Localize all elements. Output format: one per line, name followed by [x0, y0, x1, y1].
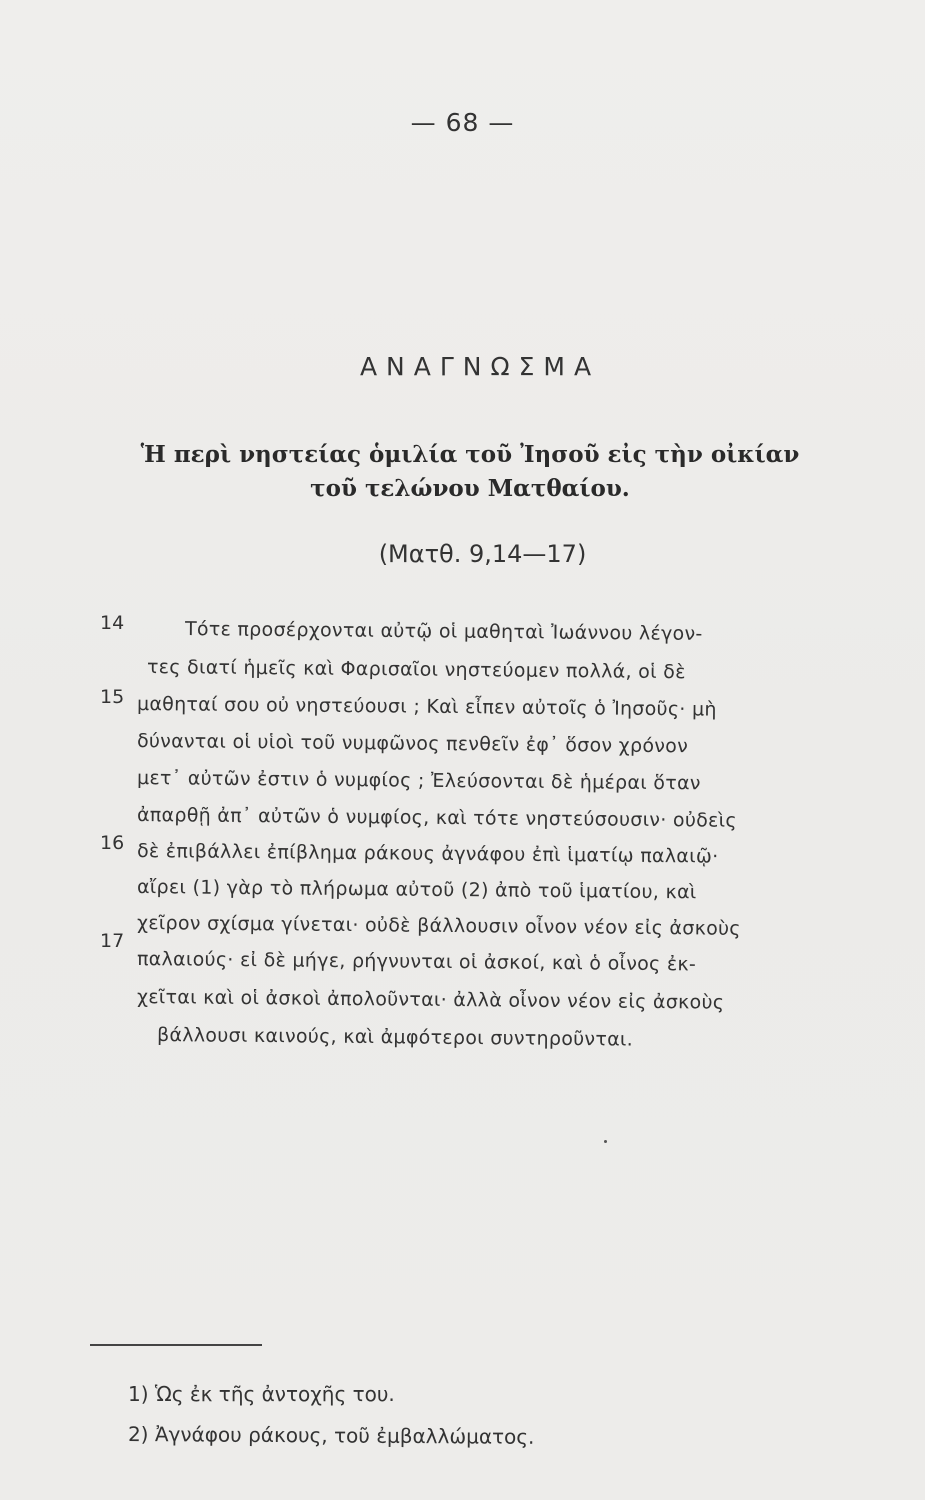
verse-number-17: 17 [100, 930, 125, 952]
text-line: χεῖται καὶ οἱ ἀσκοὶ ἀπολοῦνται· ἀλλὰ οἶνον νέον εἰς ἀσκοὺς [136, 986, 725, 1014]
section-heading: ΑΝΑΓΝΩΣΜΑ [359, 352, 601, 381]
text-line: δύνανται οἱ υἱοὶ τοῦ νυμφῶνος πενθεῖν ἐφ᾿ ὅσον χρόνον [136, 730, 689, 758]
verse-number-15: 15 [100, 686, 125, 708]
text-line: Τότε προσέρχονται αὐτῷ οἱ μαθηταὶ Ἰωάννου λέγον- [184, 618, 703, 645]
text-line: αἴρει (1) γὰρ τὸ πλήρωμα αὐτοῦ (2) ἀπὸ τοῦ ἱματίου, καὶ [136, 876, 697, 904]
text-line: χεῖρον σχίσμα γίνεται· οὐδὲ βάλλουσιν οἶνον νέον εἰς ἀσκοὺς [136, 912, 741, 940]
verse-number-14: 14 [100, 612, 125, 634]
footnote-2: 2) Ἀγνάφου ράκους, τοῦ ἐμβαλλώματος. [127, 1422, 535, 1449]
scripture-reference: (Ματθ. 9,14—17) [378, 540, 587, 568]
verse-number-16: 16 [100, 832, 125, 854]
text-line: τες διατί ἡμεῖς καὶ Φαρισαῖοι νηστεύομεν πολλά, οἱ δὲ [146, 656, 686, 684]
text-line: δὲ ἐπιβάλλει ἐπίβλημα ράκους ἀγνάφου ἐπὶ ἱματίῳ παλαιῷ· [136, 840, 719, 868]
subtitle-line-2: τοῦ τελώνου Ματθαίου. [310, 475, 630, 502]
text-line: παλαιούς· εἰ δὲ μήγε, ρήγνυνται οἱ ἀσκοί, καὶ ὁ οἶνος ἐκ- [136, 948, 697, 976]
subtitle-line-1: Ἡ περὶ νηστείας ὁμιλία τοῦ Ἰησοῦ εἰς τὴν οἰκίαν [140, 441, 800, 468]
text-line: ἀπαρθῇ ἀπ᾿ αὐτῶν ὁ νυμφίος, καὶ τότε νηστεύσουσιν· οὐδεὶς [136, 804, 737, 832]
footnote-1: 1) Ὡς ἐκ τῆς ἀντοχῆς του. [128, 1382, 395, 1406]
footnote-divider [90, 1344, 262, 1346]
text-line: μαθηταί σου οὐ νηστεύουσι ; Καὶ εἶπεν αὐτοῖς ὁ Ἰησοῦς· μὴ [136, 693, 717, 721]
page-number: — 68 — [410, 108, 515, 137]
text-line: βάλλουσι καινούς, καὶ ἀμφότεροι συντηροῦνται. [156, 1024, 634, 1051]
print-speck [604, 1140, 607, 1143]
section-subtitle [120, 438, 820, 506]
text-line: μετ᾿ αὐτῶν ἐστιν ὁ νυμφίος ; Ἐλεύσονται δὲ ἡμέραι ὅταν [136, 767, 701, 795]
